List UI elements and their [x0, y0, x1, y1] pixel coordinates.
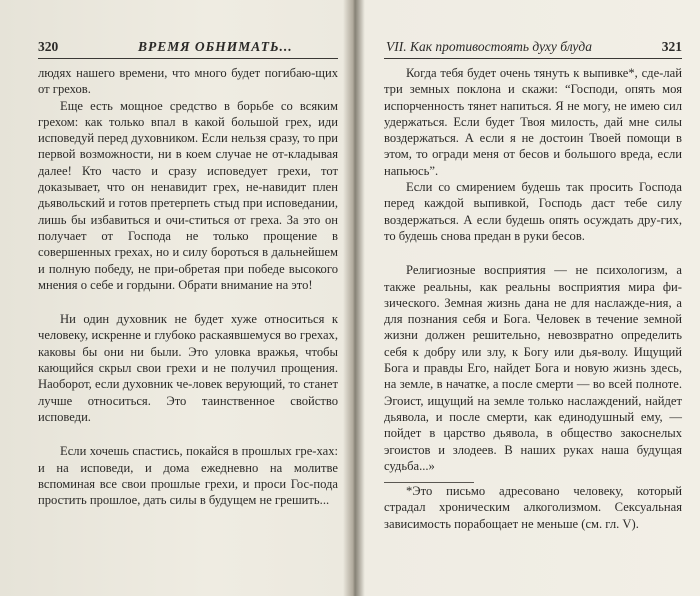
left-page-header — [38, 38, 338, 59]
right-page — [360, 0, 700, 596]
right-paragraph-1: Когда тебя будет очень тянуть к выпивке*, сде-лай три земных поклона и скажи: “Господи, опять моя испорченность тянет напиться. Я не могу, не имею сил удержаться. Если будет Твоя милость, дай мне силы воздержаться. А если я не достоин Твоей помощи в этом, то огради меня от бесов и большого вреда, если напьюсь”. — [384, 66, 682, 178]
left-page-number: 320 — [38, 39, 59, 54]
left-paragraph-4: Если хочешь спастись, покайся в прошлых гре-хах: и на исповеди, и дома ежедневно на молитве вспоминая все свои прошлые грехи, и проси Гос-пода простить прошлое, дать силы в будущем не грешить... — [38, 444, 338, 508]
left-paragraph-1: людях нашего времени, что много будет погибаю-щих от грехов. — [38, 66, 338, 97]
left-paragraph-3: Ни один духовник не будет хуже относиться к человеку, искренне и глубоко раскаявшемуся во грехах, каковы бы они ни были. Это уловка вражья, чтобы кающийся скрыл свои грехи и не получил прощения. Наоборот, если духовник че-ловек верующий, то станет лучше относиться. Это таинственное свойство исповеди. — [38, 312, 338, 424]
left-running-title: ВРЕМЯ ОБНИМАТЬ... — [138, 39, 293, 54]
right-page-number: 321 — [661, 39, 682, 54]
footnote-text: *Это письмо адресовано человеку, который страдал хроническим алкоголизмом. Сексуальная зависимость порабощает не меньше (см. гл. V). — [384, 484, 682, 531]
left-paragraph-2: Еще есть мощное средство в борьбе со всяким грехом: как только впал в какой большой грех, иди исповедуй перед духовником. Если нельзя сразу, то при первой возможности, ни в коем случае не от-кладывая далее! Кто часто и сразу исповедует грехи, тот доказывает, что он ненавидит грех, не-навидит плен дьявольский и готов претерпеть стыд при исповедании, лишь бы избавиться и очи-ститься от греха. За это он получает от Господа не только прощение в совершенных грехах, но и силу бороться в дальнейшем и полную победу, не при-обретая при победе высокого мнения о себе и гордыни. Обрати внимание на это! — [38, 98, 338, 292]
right-paragraph-2: Если со смирением будешь так просить Господа перед каждой выпивкой, Господь даст тебе силу воздержаться. А если будешь опять осуждать дру-гих, то будешь снова предан в руки бесов. — [384, 180, 682, 243]
right-running-title: VII. Как противостоять духу блуда — [386, 39, 592, 54]
right-page-header — [384, 38, 682, 59]
right-paragraph-3: Религиозные восприятия — не психологизм, а также реальны, как реальны восприятия мира фи-зического. Земная жизнь дана не для наслажде-ния, а для познания себя и Бога. Человек в течение земной жизни должен решительно, невозвратно определить себя к добру или злу, к Богу или дья-волу. Ищущий Бога и правды Его, найдет Бога и новую жизнь здесь, на земле, в начатке, а после смерти — во всей полноте. Эгоист, ищущий на земле только наслаждений, найдет дьявола, и после смерти, как единодушный ему, — пойдет в царство дьявола, в общество закоснелых эгоистов и злодеев. В наших руках наша будущая судьба...» — [384, 263, 682, 473]
footnote-block — [384, 482, 682, 532]
